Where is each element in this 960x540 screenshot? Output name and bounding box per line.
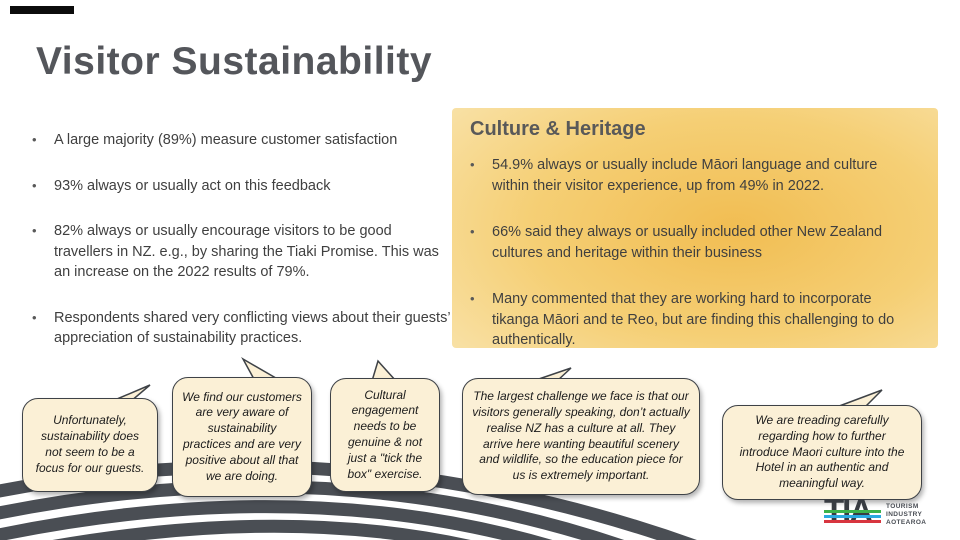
list-item	[32, 221, 450, 283]
list-item	[32, 130, 450, 151]
quote-text: Unfortunately, sustainability does not seem to be a focus for our guests.	[35, 413, 145, 475]
bullet-icon: •	[470, 224, 475, 240]
quote-text: We find our customers are very aware of sustainability practices and are very positive about all that we are doing.	[182, 389, 302, 483]
logo-text-line: INDUSTRY	[886, 511, 923, 519]
slide-title: Visitor Sustainability	[36, 40, 433, 83]
bullet-icon: •	[470, 291, 475, 307]
logo-stripe-green	[824, 510, 881, 513]
tia-logo-text	[886, 503, 926, 527]
key-findings-list	[32, 130, 450, 374]
quote-bubble	[172, 377, 312, 497]
bullet-text: Many commented that they are working hard to incorporate tikanga Māori and te Reo, but are finding this challenging to do authentically.	[492, 291, 895, 349]
logo-text-line: TOURISM	[886, 503, 919, 510]
list-item	[470, 289, 918, 351]
bullet-text: Respondents shared very conflicting views about their guests’ appreciation of sustainability practices.	[54, 309, 451, 347]
bullet-icon: •	[32, 177, 37, 193]
bullet-icon: •	[32, 132, 37, 147]
tia-logo	[824, 496, 944, 536]
bullet-icon: •	[32, 223, 37, 239]
bullet-icon: •	[32, 309, 37, 325]
quote-text: We are treading carefully regarding how to further introduce Maori culture into the Hotel in an authentic and meaningful way.	[739, 412, 905, 491]
bullet-text: 93% always or usually act on this feedback	[54, 177, 331, 194]
quote-bubble	[22, 398, 158, 492]
quote-text: Cultural engagement needs to be genuine & not just a "tick the box" exercise.	[347, 387, 423, 481]
quote-bubble	[330, 378, 440, 492]
list-item	[470, 222, 918, 263]
logo-stripe-red	[824, 520, 881, 523]
quote-bubble	[462, 378, 700, 495]
bullet-text: A large majority (89%) measure customer satisfaction	[54, 132, 398, 148]
top-left-bar	[10, 6, 74, 14]
list-item	[32, 308, 450, 349]
quote-text: The largest challenge we face is that our visitors generally speaking, don’t actually realise NZ has a culture at all. They arrive here wanting beautiful scenery and wildlife, so the education piece for us is extremely important.	[472, 389, 690, 483]
list-item	[32, 176, 450, 197]
list-item	[470, 155, 918, 196]
logo-stripe-cyan	[824, 515, 881, 518]
quote-bubble	[722, 405, 922, 500]
bullet-text: 54.9% always or usually include Māori language and culture within their visitor experience, up from 49% in 2022.	[492, 157, 878, 194]
bullet-text: 66% said they always or usually included other New Zealand cultures and heritage within their business	[492, 224, 883, 261]
logo-text-line: AOTEAROA	[886, 519, 927, 527]
bullet-text: 82% always or usually encourage visitors to be good travellers in NZ. e.g., by sharing the Tiaki Promise. This was an increase on the 2022 results of 79%.	[54, 223, 439, 281]
bullet-icon: •	[470, 157, 475, 172]
culture-heritage-panel	[452, 108, 938, 348]
panel-list	[470, 155, 918, 351]
panel-heading: Culture & Heritage	[470, 118, 646, 140]
